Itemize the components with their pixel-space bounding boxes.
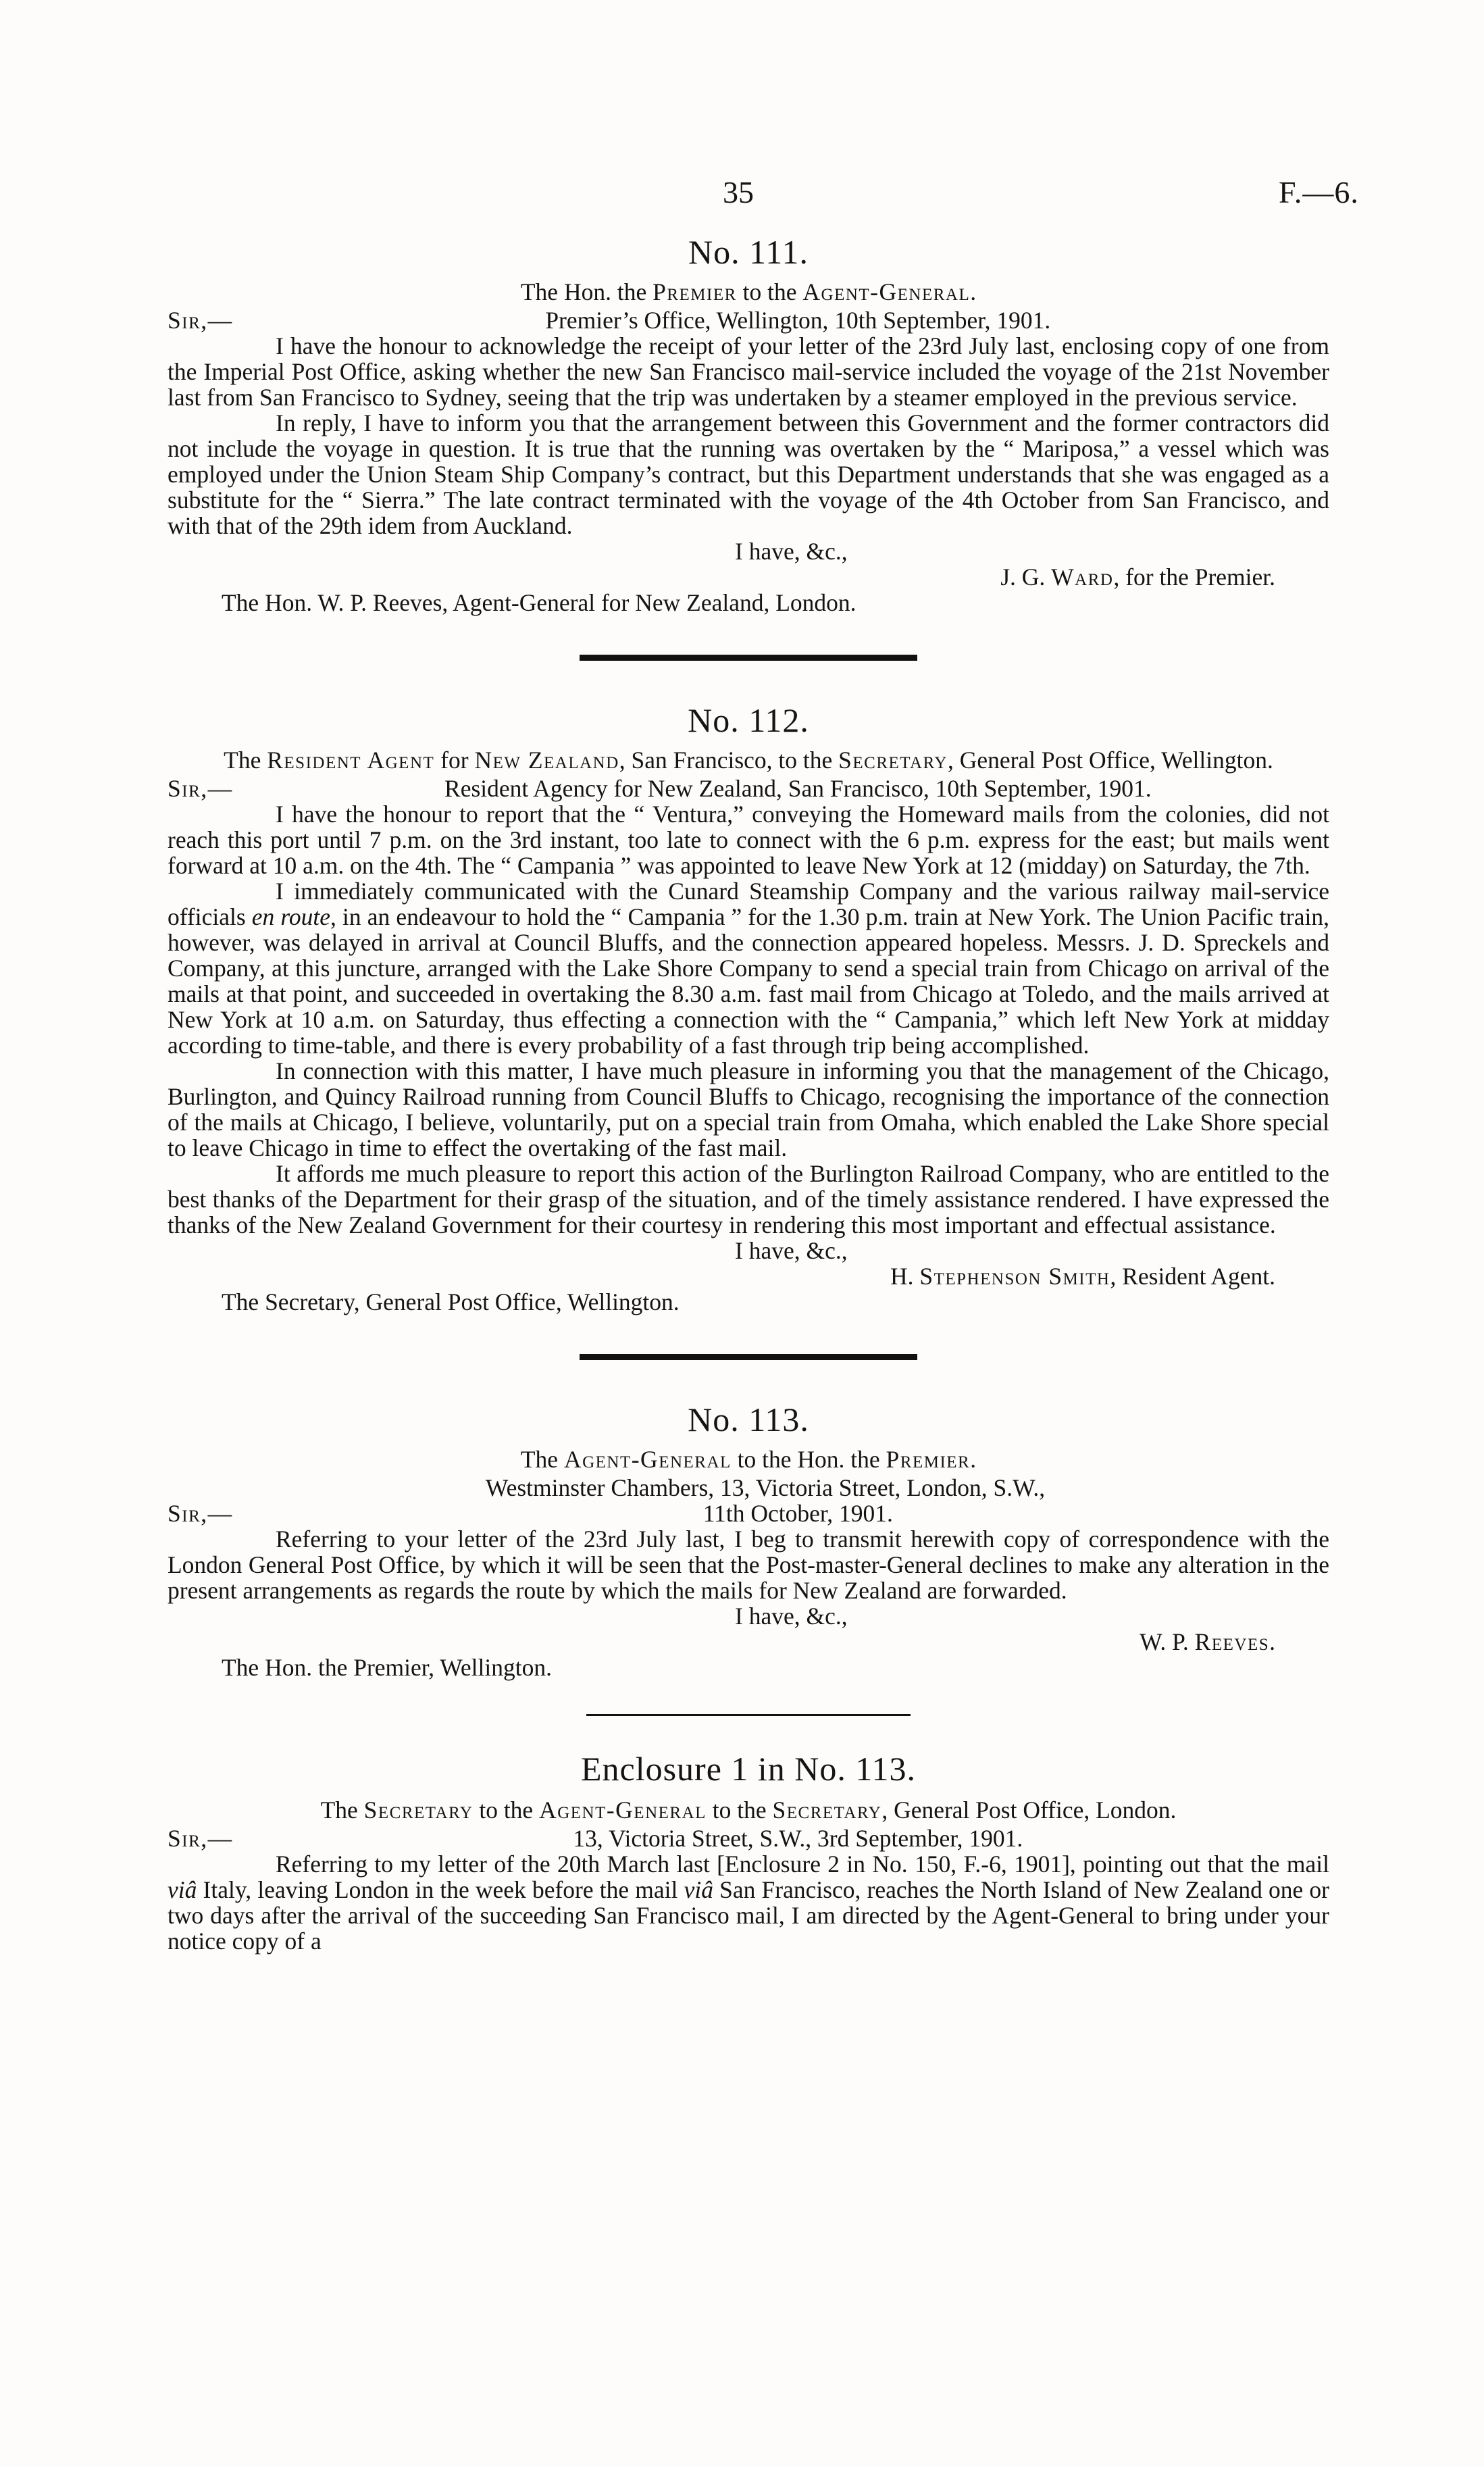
closing: I have, &c., [735,1237,848,1264]
letter-heading: The Hon. the Premier to the Agent-General. [520,278,977,305]
letter-111 [168,233,1329,615]
page-number: 35 [723,175,754,209]
salutation: Sir,— [168,775,233,802]
salutation-line [168,1501,1329,1526]
sender-address: Premier’s Office, Wellington, 10th September, 1901. [545,307,1051,334]
page-content [168,233,1329,1954]
sender-date: 11th October, 1901. [702,1500,893,1527]
sender-address: Resident Agency for New Zealand, San Francisco, 10th September, 1901. [444,775,1152,802]
salutation-line [168,776,1329,801]
letter-heading: The Secretary to the Agent-General to the Secretary, General Post Office, London. [320,1796,1177,1823]
salutation-line [168,307,1329,333]
signature: H. Stephenson Smith, Resident Agent. [890,1263,1275,1290]
page-header [0,174,1484,215]
addressee: The Hon. W. P. Reeves, Agent-General for New Zealand, London. [222,589,856,616]
paragraph: Referring to my letter of the 20th March last [Enclosure 2 in No. 150, F.-6, 1901], pointing out that the mail viâ Italy, leaving London in the week before the mail viâ San Francisco, reaches the North Island of New Zealand one or two days after the arrival of the succeeding San Francisco mail, I am directed by the Agent-General to bring under your notice copy of a [168,1851,1330,1955]
closing: I have, &c., [735,538,848,565]
section-divider [580,1354,917,1360]
document-reference: F.—6. [1279,175,1359,209]
letter-heading: The Agent-General to the Hon. the Premier. [520,1446,977,1473]
salutation: Sir,— [168,1500,233,1527]
address-line [168,1475,1329,1501]
letter-number: No. 113. [688,1401,809,1438]
closing: I have, &c., [735,1603,848,1630]
enclosure-title: Enclosure 1 in No. 113. [580,1750,917,1788]
paragraph: I have the honour to report that the “ Ventura,” conveying the Homeward mails from the colonies, did not reach this port until 7 p.m. on the 3rd instant, too late to connect with the 6 p.m. express for the east; but mails went forward at 10 a.m. on the 4th. The “ Campania ” was appointed to leave New York at 12 (midday) on Saturday, the 7th. [168,801,1329,879]
letter-heading: The Resident Agent for New Zealand, San Francisco, to the Secretary, General Post Office, Wellington. [224,747,1273,774]
letter-number: No. 112. [688,701,809,739]
paragraph: Referring to your letter of the 23rd July last, I beg to transmit herewith copy of correspondence with the London General Post Office, by which it will be seen that the Post-master-General declines to make any alteration in the present arrangements as regards the route by which the mails for New Zealand are forwarded. [168,1526,1329,1604]
salutation: Sir,— [168,307,233,334]
letter-112 [168,701,1329,1315]
signature: W. P. Reeves. [1140,1628,1275,1655]
enclosure-1 [168,1750,1329,1954]
salutation: Sir,— [168,1825,233,1852]
paragraph: I have the honour to acknowledge the receipt of your letter of the 23rd July last, enclosing copy of one from the Imperial Post Office, asking whether the new San Francisco mail-service included the voyage of the 21st November last from San Francisco to Sydney, seeing that the trip was undertaken by a steamer employed in the previous service. [168,332,1329,411]
signature: J. G. Ward, for the Premier. [1000,563,1275,590]
paragraph: I immediately communicated with the Cunard Steamship Company and the various railway mail-service officials en route, in an endeavour to hold the “ Campania ” for the 1.30 p.m. train at New York. The Union Pacific train, however, was delayed in arrival at Council Bluffs, and the connection appeared hopeless. Messrs. J. D. Spreckels and Company, at this juncture, arranged with the Lake Shore Company to send a special train from Chicago on arrival of the mails at that point, and succeeded in overtaking the 8.30 a.m. fast mail from Chicago at Toledo, and the mails arrived at New York at 10 a.m. on Saturday, thus effecting a connection with the “ Campania,” which left New York at midday according to time-table, and there is every probability of a fast through trip being accomplished. [168,878,1329,1059]
section-divider [580,655,917,661]
paragraph: In connection with this matter, I have much pleasure in informing you that the management of the Chicago, Burlington, and Quincy Railroad running from Council Bluffs to Chicago, recognising the importance of the connection of the mails at Chicago, I believe, voluntarily, put on a special train from Omaha, which enabled the Lake Shore special to leave Chicago in time to effect the overtaking of the fast mail. [168,1057,1329,1161]
paragraph: In reply, I have to inform you that the arrangement between this Government and the former contractors did not include the voyage in question. It is true that the running was overtaken by the “ Mariposa,” a vessel which was employed under the Union Steam Ship Company’s contract, but this Department understands that she was engaged as a substitute for the “ Sierra.” The late contract terminated with the voyage of the 4th October from San Francisco, and with that of the 29th idem from Auckland. [168,409,1329,539]
salutation-line [168,1826,1329,1851]
letter-number: No. 111. [688,233,809,271]
section-divider [586,1714,911,1716]
addressee: The Secretary, General Post Office, Wellington. [222,1288,680,1315]
sender-address: Westminster Chambers, 13, Victoria Street, London, S.W., [485,1474,1046,1501]
letter-113 [168,1401,1329,1680]
sender-address: 13, Victoria Street, S.W., 3rd September, 1901. [573,1825,1023,1852]
paragraph: It affords me much pleasure to report this action of the Burlington Railroad Company, who are entitled to the best thanks of the Department for their grasp of the situation, and of the timely assistance rendered. I have expressed the thanks of the New Zealand Government for their courtesy in rendering this most important and effectual assistance. [168,1160,1329,1238]
addressee: The Hon. the Premier, Wellington. [222,1654,553,1681]
